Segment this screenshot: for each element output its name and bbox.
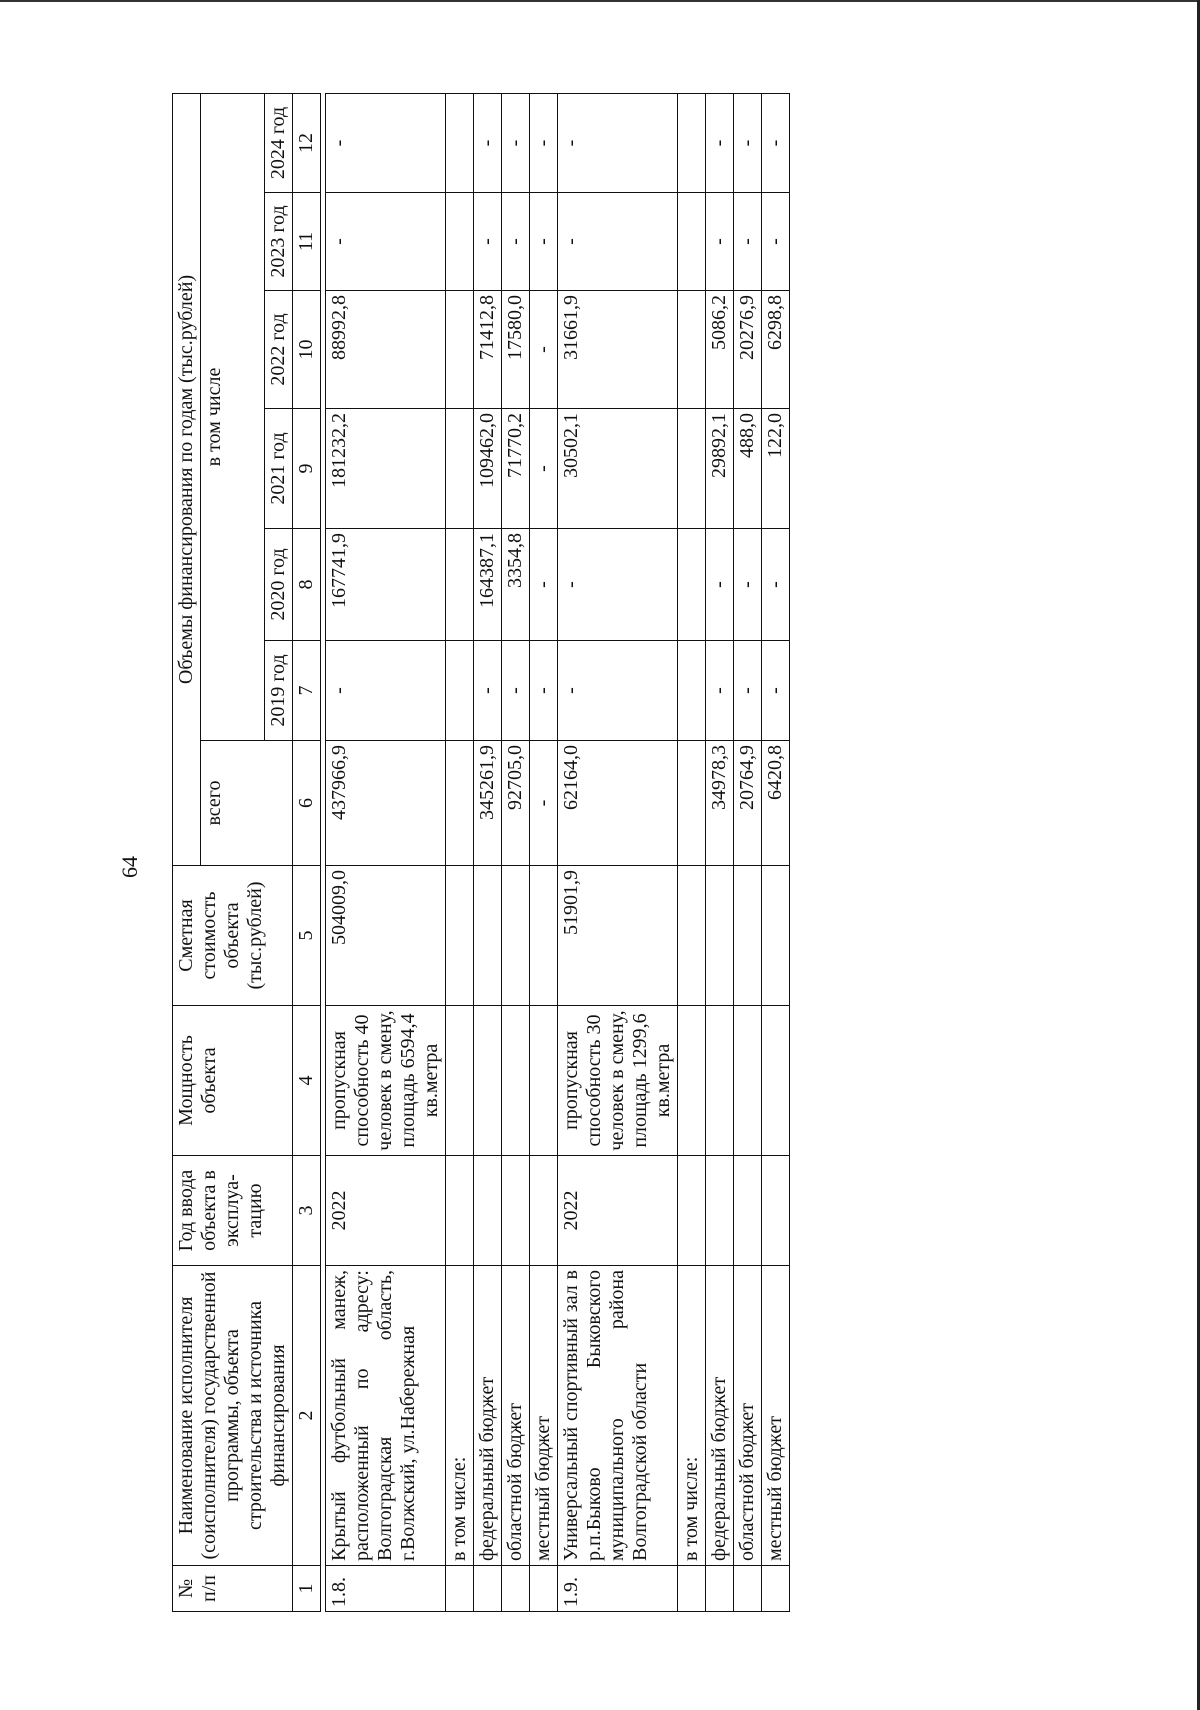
- value-2023: -: [326, 193, 446, 291]
- value-2022: 31661,9: [558, 291, 678, 409]
- object-cost: 504009,0: [326, 866, 446, 1006]
- source-value: 164387,1: [474, 529, 502, 641]
- index-cell: 3: [293, 1156, 321, 1266]
- index-cell: 2: [293, 1266, 321, 1566]
- header-2020: 2020 год: [265, 529, 293, 641]
- source-value: -: [530, 94, 558, 193]
- source-value: -: [530, 641, 558, 741]
- source-name: местный бюджет: [530, 1266, 558, 1566]
- index-cell: 8: [293, 529, 321, 641]
- source-value: -: [762, 193, 790, 291]
- source-value: -: [706, 94, 734, 193]
- source-value: -: [474, 94, 502, 193]
- source-value: 17580,0: [502, 291, 530, 409]
- source-name: местный бюджет: [762, 1266, 790, 1566]
- source-name: областной бюджет: [502, 1266, 530, 1566]
- source-value: 20764,9: [734, 741, 762, 866]
- value-2024: -: [326, 94, 446, 193]
- value-2022: 88992,8: [326, 291, 446, 409]
- source-row: [502, 94, 530, 1612]
- object-name: Крытый футбольный манеж, расположенный по адресу: Волгоградская область, г.Волжский, ул.Набережная: [326, 1266, 446, 1566]
- source-value: -: [762, 641, 790, 741]
- source-value: 71770,2: [502, 409, 530, 529]
- source-value: 20276,9: [734, 291, 762, 409]
- page-number: 64: [117, 856, 142, 878]
- header-name: Наименование исполнителя (соисполнителя) государственной программы, объекта строительства и источника финансирования: [173, 1266, 293, 1566]
- object-number: 1.8.: [326, 1566, 446, 1612]
- header-financing-group: Объемы финансирования по годам (тыс.рублей): [173, 94, 201, 866]
- value-2021: 30502,1: [558, 409, 678, 529]
- object-capacity: пропускная способность 40 человек в смену, площадь 6594,4 кв.метра: [326, 1006, 446, 1156]
- index-cell: 9: [293, 409, 321, 529]
- value-2021: 181232,2: [326, 409, 446, 529]
- header-total: всего: [201, 741, 293, 866]
- object-name: Универсальный спортивный зал в р.п.Быково Быковского муниципального района Волгоградской области: [558, 1266, 678, 1566]
- source-value: 6420,8: [762, 741, 790, 866]
- header-2019: 2019 год: [265, 641, 293, 741]
- value-2023: -: [558, 193, 678, 291]
- source-value: -: [502, 94, 530, 193]
- source-value: -: [734, 193, 762, 291]
- source-value: -: [706, 529, 734, 641]
- source-value: -: [502, 641, 530, 741]
- source-value: 92705,0: [502, 741, 530, 866]
- source-value: 29892,1: [706, 409, 734, 529]
- source-value: 488,0: [734, 409, 762, 529]
- incl-label: в том числе:: [446, 1266, 474, 1566]
- header-incl: в том числе: [201, 94, 265, 741]
- source-value: -: [530, 741, 558, 866]
- source-value: 109462,0: [474, 409, 502, 529]
- source-name: федеральный бюджет: [474, 1266, 502, 1566]
- incl-row: [678, 94, 706, 1612]
- source-value: -: [474, 641, 502, 741]
- incl-row: [446, 94, 474, 1612]
- source-value: 34978,3: [706, 741, 734, 866]
- index-cell: 11: [293, 193, 321, 291]
- index-cell: 10: [293, 291, 321, 409]
- source-value: -: [762, 94, 790, 193]
- header-capacity: Мощность объекта: [173, 1006, 293, 1156]
- source-value: 71412,8: [474, 291, 502, 409]
- value-2020: -: [558, 529, 678, 641]
- value-total: 437966,9: [326, 741, 446, 866]
- value-2020: 167741,9: [326, 529, 446, 641]
- source-value: -: [530, 529, 558, 641]
- source-row: [762, 94, 790, 1612]
- financing-table: [172, 93, 321, 1612]
- index-cell: 5: [293, 866, 321, 1006]
- source-value: -: [762, 529, 790, 641]
- source-row: [706, 94, 734, 1612]
- header-2022: 2022 год: [265, 291, 293, 409]
- value-total: 62164,0: [558, 741, 678, 866]
- source-value: -: [734, 641, 762, 741]
- header-year: Год ввода объекта в эксплуа- тацию: [173, 1156, 293, 1266]
- source-value: -: [530, 291, 558, 409]
- source-value: 122,0: [762, 409, 790, 529]
- object-number: 1.9.: [558, 1566, 678, 1612]
- source-row: [474, 94, 502, 1612]
- source-value: 3354,8: [502, 529, 530, 641]
- value-2019: -: [326, 641, 446, 741]
- value-2019: -: [558, 641, 678, 741]
- source-value: -: [474, 193, 502, 291]
- source-row: [530, 94, 558, 1612]
- object-year: 2022: [558, 1156, 678, 1266]
- financing-body: [325, 93, 790, 1612]
- source-row: [734, 94, 762, 1612]
- index-cell: 12: [293, 94, 321, 193]
- source-value: -: [530, 409, 558, 529]
- source-name: федеральный бюджет: [706, 1266, 734, 1566]
- header-2021: 2021 год: [265, 409, 293, 529]
- source-value: 6298,8: [762, 291, 790, 409]
- object-row: [558, 94, 678, 1612]
- object-year: 2022: [326, 1156, 446, 1266]
- object-row: [326, 94, 446, 1612]
- value-2024: -: [558, 94, 678, 193]
- object-cost: 51901,9: [558, 866, 678, 1006]
- incl-label: в том числе:: [678, 1266, 706, 1566]
- index-cell: 6: [293, 741, 321, 866]
- object-capacity: пропускная способность 30 человек в смену, площадь 1299,6 кв.метра: [558, 1006, 678, 1156]
- index-cell: 1: [293, 1566, 321, 1612]
- header-2023: 2023 год: [265, 193, 293, 291]
- source-value: 5086,2: [706, 291, 734, 409]
- header-2024: 2024 год: [265, 94, 293, 193]
- financing-table-rotated: [172, 94, 1072, 1612]
- source-value: 345261,9: [474, 741, 502, 866]
- source-value: -: [706, 193, 734, 291]
- index-cell: 7: [293, 641, 321, 741]
- source-name: областной бюджет: [734, 1266, 762, 1566]
- index-cell: 4: [293, 1006, 321, 1156]
- source-value: -: [706, 641, 734, 741]
- header-num: № п/п: [173, 1566, 293, 1612]
- source-value: -: [502, 193, 530, 291]
- source-value: -: [530, 193, 558, 291]
- scan-edge-top: [0, 0, 1200, 2]
- source-value: -: [734, 529, 762, 641]
- source-value: -: [734, 94, 762, 193]
- header-cost: Сметная стоимость объекта (тыс.рублей): [173, 866, 293, 1006]
